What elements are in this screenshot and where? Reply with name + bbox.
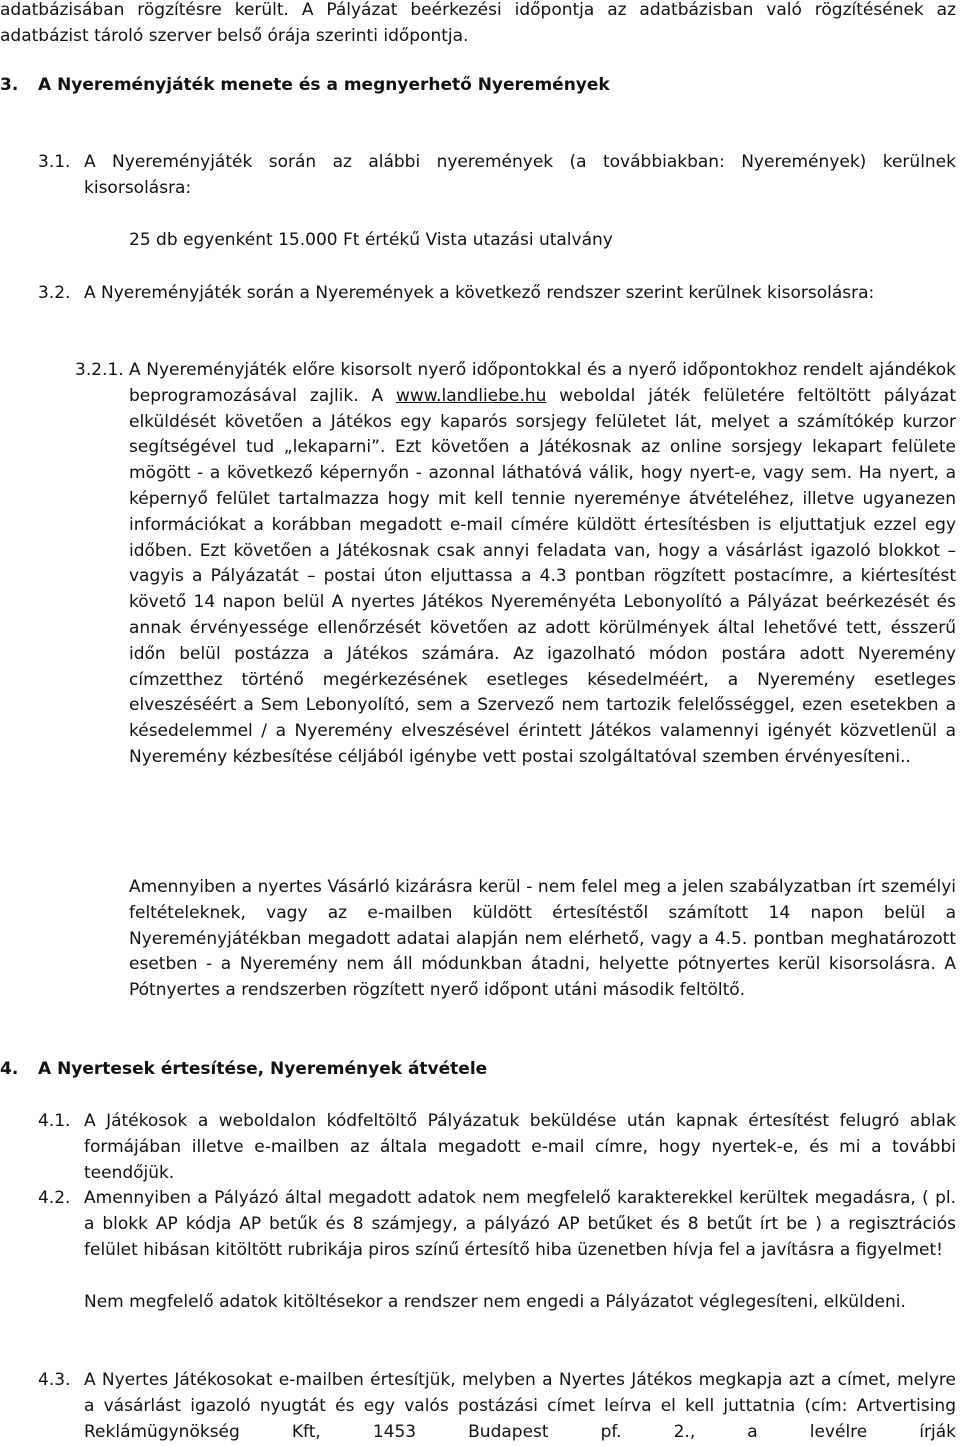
item-3-2-text: A Nyereményjáték során a Nyeremények a következő rendszer szerint kerülnek kisorsolásra: — [84, 283, 875, 303]
item-4-3-text: A Nyertes Játékosokat e-mailben értesítjük, melyben a Nyertes Játékos megkapja azt a címet, melyre a vásárlást igazoló nyugtát és egy valós postázási címet leírva el kell juttatnia (cím: Artvertising Reklámügynökség Kft, 1453 Budapest pf. 2., a levélre írják — [84, 1370, 956, 1442]
item-3-2-1-text-b: weboldal játék felületére feltöltött pályázat elküldését követően a Játékos egy kaparós sorsjegy felületet lát, melyet a számítókép kurzor segítségével tud „lekaparni”. Ezt követően a Játékosnak az online sorsjegy lekapart felülete mögött - a következő képernyőn - azonnal láthatóvá válik, hogy nyert-e, vagy sem. Ha nyert, a képernyő felület tartalmazza hogy mit kell tennie nyereménye átvételéhez, illetve ugyanezen információkat a korábban megadott e-mail címére küldött értesítésben is eljuttatjuk ezzel egy időben. Ezt követően a Játékosnak csak annyi feladata van, hogy a vásárlást igazoló blokkot – vagyis a Pályázatát – postai úton eljuttassa a 4.3 pontban rögzített postacímre, a kiértesítést követő 14 napon belül A nyertes Játékos Nyereményéta Lebonyolító a Pályázat beérkezését és annak érvényessége ellenőrzését követően az adott körülmények által lehetővé tett, ésszerű időn belül postázza a Játékos számára. Az igazolható módon postára adott Nyeremény címzetthez történő megérkezésének esetleges késedelméért, a Nyeremény esetleges elveszéséért a Sem Lebonyolító, sem a Szervező nem tartozik felelősséggel, ezen esetekben a késedelemmel / a Nyeremény elveszésével érintett Játékos valamennyi igényét közvetlenül a Nyeremény kézbesítése céljából igénybe vett postai szolgáltatóval szemben érvényesíteni.. — [129, 385, 956, 767]
item-4-1-number: 4.1. — [38, 1111, 71, 1131]
item-3-2-number: 3.2. — [38, 283, 71, 303]
landliebe-link[interactable]: www.landliebe.hu — [395, 385, 547, 406]
section-4-title: A Nyertesek értesítése, Nyeremények átvétele — [38, 1059, 488, 1079]
item-4-3-number: 4.3. — [38, 1370, 71, 1390]
section-4-number: 4. — [0, 1059, 19, 1079]
item-4-2-text: Amennyiben a Pályázó által megadott adatok nem megfelelő karakterekkel kerültek megadásra, ( pl. a blokk AP kódja AP betűk és 8 számjegy, a pályázó AP betűket és 8 betűt írt be ) a regisztrációs felület hibásan kitöltött rubrikája piros színű értesítő hiba üzenetben hívja fel a javításra a figyelmet! — [84, 1188, 956, 1260]
section-3-number: 3. — [0, 75, 19, 95]
item-3-2-1-text-a: A Nyereményjáték előre kisorsolt nyerő időpontokkal és a nyerő időpontokhoz rendelt ajándékok beprogramozásával zajlik. A — [129, 360, 956, 406]
item-3-2-1-number: 3.2.1. — [75, 360, 124, 380]
item-3-2-1-body — [129, 358, 956, 771]
prize-line: 25 db egyenként 15.000 Ft értékű Vista utazási utalvány — [129, 230, 613, 250]
item-3-1-number: 3.1. — [38, 152, 71, 172]
item-4-1-text: A Játékosok a weboldalon kódfeltöltő Pályázatuk beküldése után kapnak értesítést felugró ablak formájában illetve e-mailben az általa megadott e-mail címre, hogy nyertek-e, és mi a további teendőjük. — [84, 1111, 956, 1183]
item-3-1-text: A Nyereményjáték során az alábbi nyeremények (a továbbiakban: Nyeremények) kerülnek kisorsolásra: — [84, 152, 956, 198]
section-3-title: A Nyereményjáték menete és a megnyerhető Nyeremények — [38, 75, 610, 95]
intro-paragraph: adatbázisában rögzítésre került. A Pályázat beérkezési időpontja az adatbázisban való rögzítésének az adatbázist tároló szerver belső órája szerinti időpontja. — [0, 0, 956, 46]
item-4-2-text-b: Nem megfelelő adatok kitöltésekor a rendszer nem engedi a Pályázatot véglegesíteni, elküldeni. — [84, 1292, 906, 1312]
item-3-2-1-text-c: Amennyiben a nyertes Vásárló kizárásra kerül - nem felel meg a jelen szabályzatban írt személyi feltételeknek, vagy az e-mailben küldött értesítéstől számított 14 napon belül a Nyereményjátékban megadott adatai alapján nem elérhető, vagy a 4.5. pontban meghatározott esetben - a Nyeremény nem áll módunkban átadni, helyette pótnyertes kerül kisorsolásra. A Pótnyertes a rendszerben rögzített nyerő időpont utáni második feltöltő. — [129, 877, 956, 1001]
item-4-2-number: 4.2. — [38, 1188, 71, 1208]
